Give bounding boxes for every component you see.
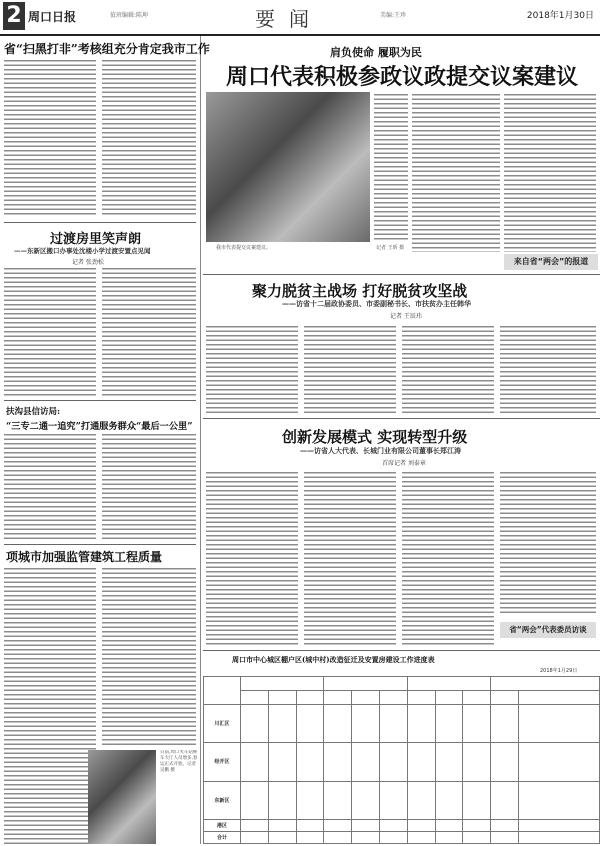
table-row: 东新区 <box>204 781 241 819</box>
left3-body-col2 <box>102 432 196 540</box>
interview1-body-col4 <box>500 324 596 414</box>
interview1-subheadline: ——访省十二届政协委员、市委副秘书长、市扶贫办主任韩华 <box>282 300 471 308</box>
left1-body-col2 <box>102 58 196 216</box>
issue-date: 2018年1月30日 <box>526 11 594 21</box>
left1-headline: 省“扫黑打非”考核组充分肯定我市工作 <box>4 42 210 56</box>
lead-body-col1 <box>374 92 408 242</box>
left4-body-col2 <box>102 566 196 746</box>
interview2-body-col2 <box>304 470 396 646</box>
interview1-byline: 记者 王辰玮 <box>390 313 422 320</box>
table-row: 川汇区 <box>204 705 241 743</box>
lead-headline: 周口代表积极参政议政提交议案建议 <box>226 64 579 90</box>
station-photo-caption: 日前,周口火车站候车大厅人员增多,春运正式开始。记者 吴鹏 摄 <box>160 750 198 773</box>
divider <box>203 418 600 419</box>
left1-body-col1 <box>4 58 96 216</box>
table-row: 经开区 <box>204 743 241 781</box>
interview1-body-col1 <box>206 324 298 414</box>
lead-tag: 来自省“两会”的报道 <box>504 254 598 270</box>
lead-kicker: 肩负使命 履职为民 <box>330 46 422 59</box>
lead-body-col2 <box>412 92 500 252</box>
table-row: 港区 <box>204 820 241 832</box>
paper-name: 周口日报 <box>28 10 77 24</box>
left4-body-col1 <box>4 566 96 844</box>
interview1-body-col2 <box>304 324 396 414</box>
editor-left: 值班编辑:陈坤 <box>110 12 149 19</box>
divider <box>4 400 196 401</box>
left2-subheadline: ——东新区搬口办事处沈楼小学过渡安置点见闻 <box>14 247 151 255</box>
interview2-byline: 首席记者 刘泰章 <box>382 460 426 467</box>
progress-table <box>203 676 600 844</box>
table-date: 2018年1月29日 <box>540 668 578 674</box>
interview-tag: 省“两会”代表委员访谈 <box>500 622 596 638</box>
interview2-body-col4 <box>500 470 596 616</box>
left4-headline: 项城市加强监管建筑工程质量 <box>6 550 163 564</box>
left2-body-col1 <box>4 266 96 396</box>
masthead <box>0 0 600 36</box>
divider <box>4 544 196 545</box>
divider <box>203 274 600 275</box>
column-divider <box>200 36 201 844</box>
left3-headline: “三专二通一追究”打通服务群众“最后一公里” <box>6 421 193 432</box>
left2-headline: 过渡房里笑声朗 <box>50 232 142 247</box>
interview2-headline: 创新发展模式 实现转型升级 <box>282 428 468 446</box>
interview2-body-col1 <box>206 470 298 646</box>
editor-right: 美编:王珍 <box>380 12 407 19</box>
lead-photo-credit: 记者 王昕 摄 <box>376 245 405 251</box>
left3-kicker: 扶沟县信访局: <box>6 407 61 417</box>
lead-body-col3 <box>504 92 596 252</box>
left3-body-col1 <box>4 432 96 540</box>
table-row: 合计 <box>204 832 241 844</box>
left2-body-col2 <box>102 266 196 396</box>
interview1-body-col3 <box>402 324 494 414</box>
section-title: 要闻 <box>255 7 323 31</box>
lead-photo-caption: 我市代表提交议案建议。 <box>216 245 272 251</box>
left2-byline: 记者 张劲松 <box>72 259 104 266</box>
divider <box>4 222 196 223</box>
lead-photo <box>206 92 370 242</box>
interview2-subheadline: ——访省人大代表、长城门业有限公司董事长郑江涛 <box>300 447 461 455</box>
station-photo <box>88 750 156 844</box>
table-title: 周口市中心城区棚户区(城中村)改造征迁及安置房建设工作进度表 <box>232 655 435 664</box>
interview2-body-col3 <box>402 470 494 646</box>
divider <box>203 650 600 651</box>
page-number: 2 <box>3 2 25 30</box>
interview1-headline: 聚力脱贫主战场 打好脱贫攻坚战 <box>252 282 468 300</box>
